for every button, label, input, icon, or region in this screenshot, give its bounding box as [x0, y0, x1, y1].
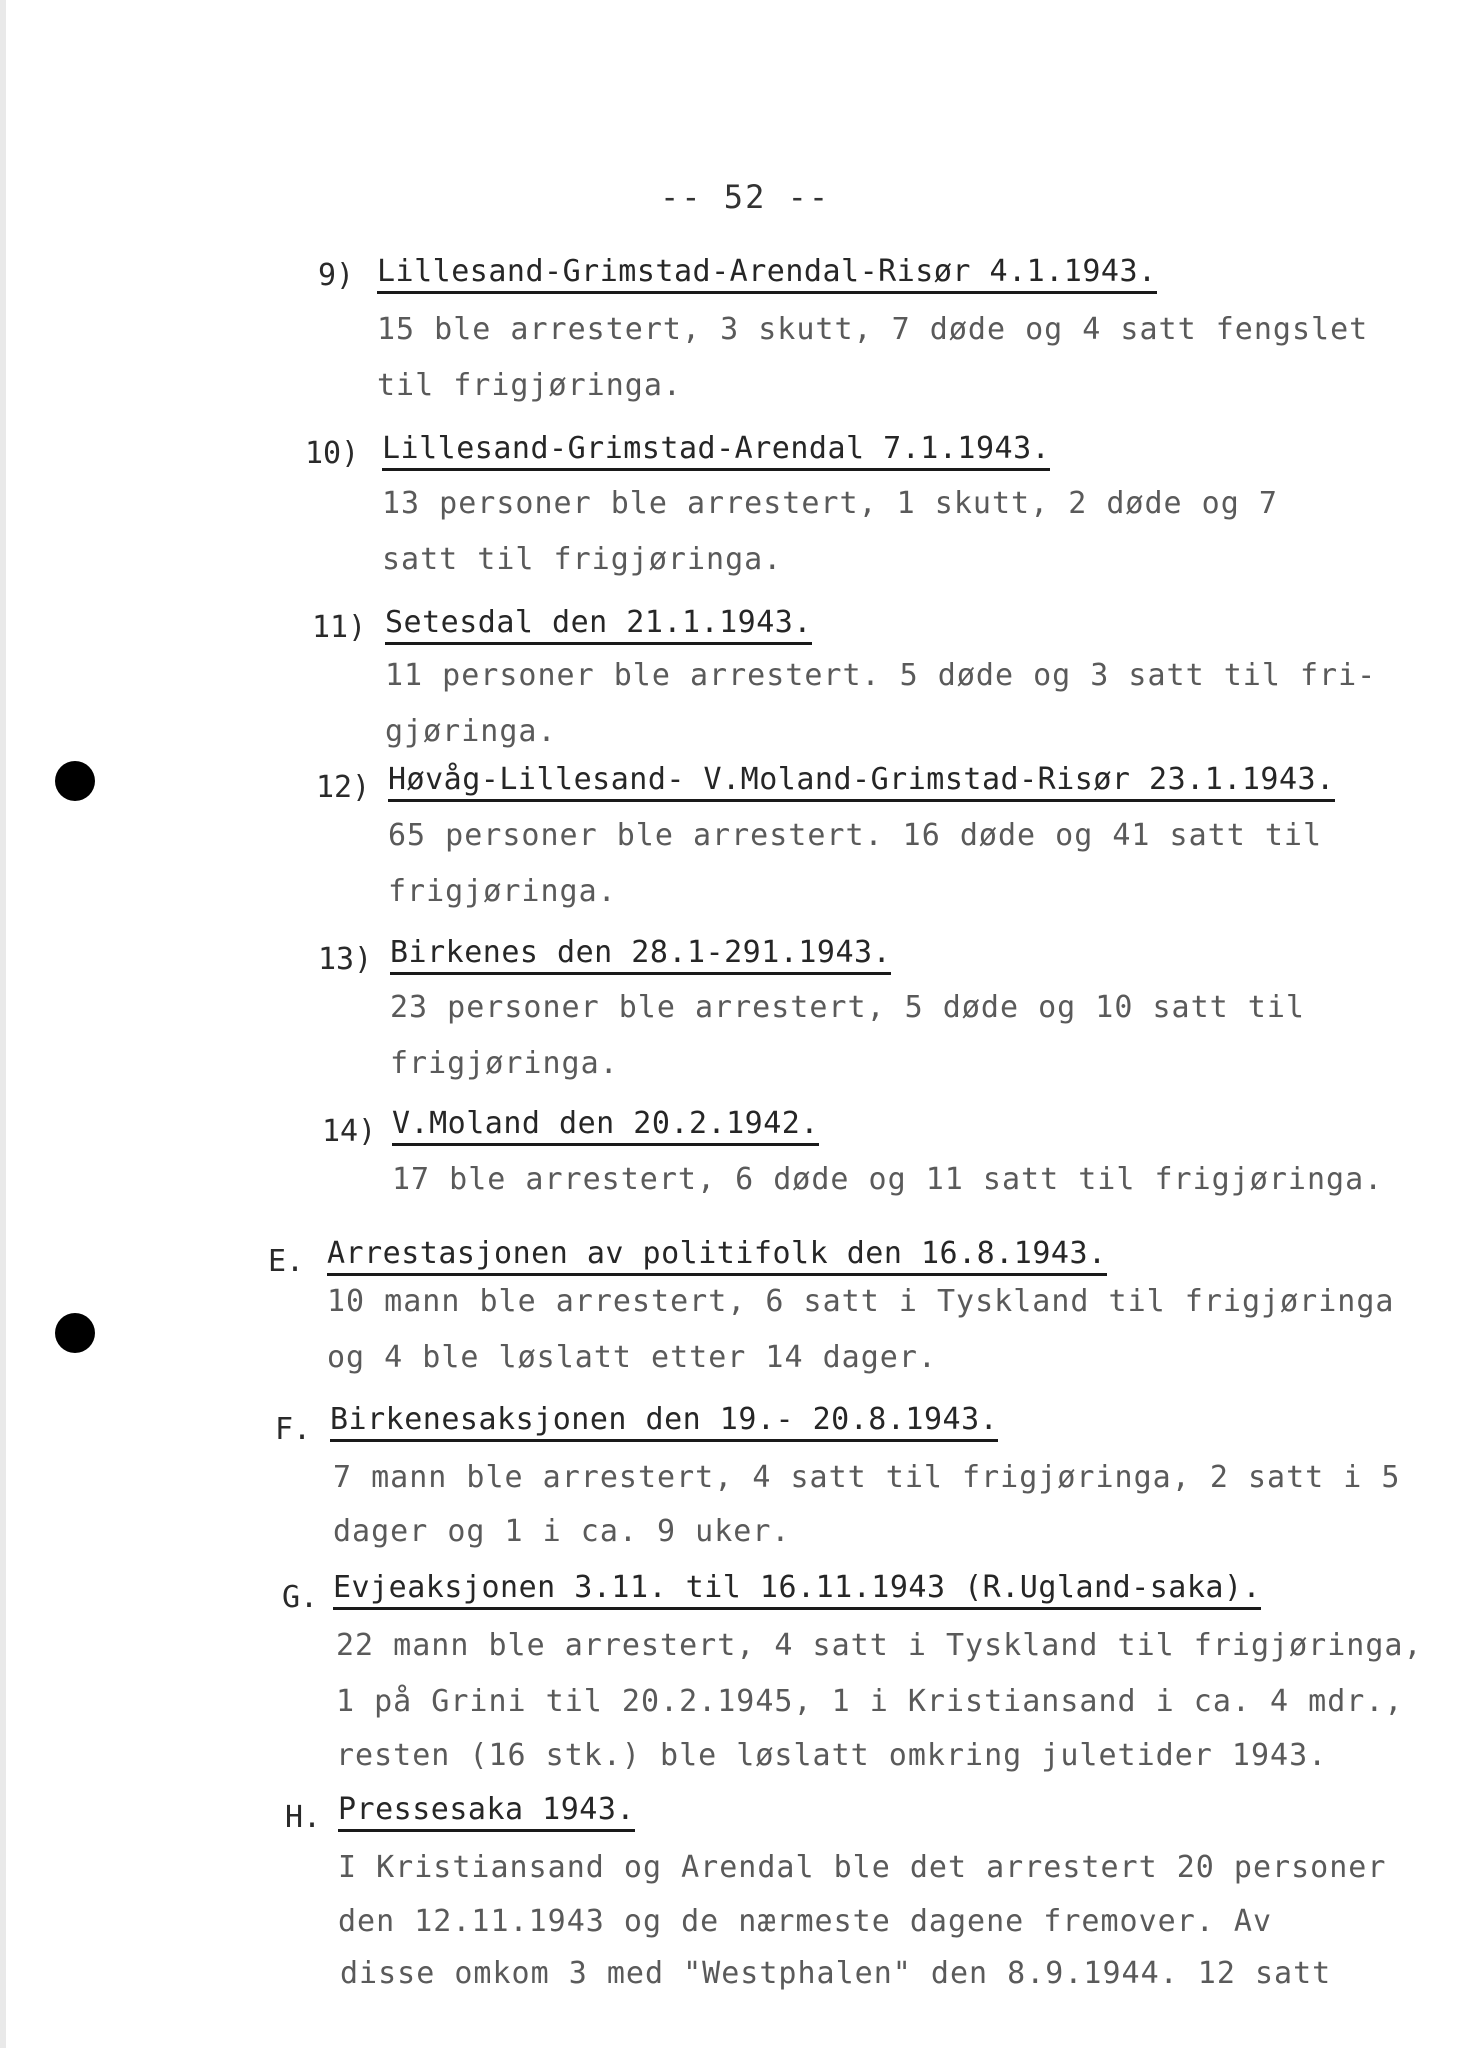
- entry-line: 15 ble arrestert, 3 skutt, 7 døde og 4 satt fengslet: [377, 312, 1369, 347]
- entry-line: satt til frigjøringa.: [382, 542, 783, 577]
- entry-marker: 11): [312, 610, 367, 645]
- entry-line: 13 personer ble arrestert, 1 skutt, 2 døde og 7: [382, 486, 1278, 521]
- page-number: -- 52 --: [660, 178, 831, 216]
- entry-marker: 9): [318, 258, 355, 293]
- entry-line: gjøringa.: [385, 714, 557, 749]
- punch-hole-top: [55, 761, 95, 801]
- entry-line: 23 personer ble arrestert, 5 døde og 10 satt til: [390, 990, 1305, 1025]
- entry-marker: 13): [318, 942, 373, 977]
- section-marker: E.: [268, 1244, 305, 1279]
- entry-line: frigjøringa.: [390, 1046, 619, 1081]
- section-heading: Arrestasjonen av politifolk den 16.8.1943.: [327, 1236, 1107, 1276]
- section-line: og 4 ble løslatt etter 14 dager.: [327, 1340, 937, 1375]
- section-marker: F.: [275, 1412, 312, 1447]
- entry-marker: 10): [305, 436, 360, 471]
- section-heading: Evjeaksjonen 3.11. til 16.11.1943 (R.Ugland-saka).: [333, 1570, 1261, 1610]
- section-line: 10 mann ble arrestert, 6 satt i Tyskland til frigjøringa: [327, 1284, 1395, 1319]
- section-heading: Birkenesaksjonen den 19.- 20.8.1943.: [330, 1402, 998, 1442]
- entry-heading: Lillesand-Grimstad-Arendal 7.1.1943.: [382, 431, 1050, 471]
- scan-edge: [0, 0, 6, 2048]
- section-line: disse omkom 3 med "Westphalen" den 8.9.1944. 12 satt: [340, 1956, 1332, 1991]
- entry-line: 11 personer ble arrestert. 5 døde og 3 satt til fri-: [385, 658, 1377, 693]
- entry-heading: V.Moland den 20.2.1942.: [392, 1106, 819, 1146]
- section-line: I Kristiansand og Arendal ble det arrestert 20 personer: [338, 1850, 1387, 1885]
- punch-hole-bottom: [55, 1313, 95, 1353]
- entry-line: 17 ble arrestert, 6 døde og 11 satt til frigjøringa.: [392, 1162, 1384, 1197]
- section-heading: Pressesaka 1943.: [338, 1792, 635, 1832]
- section-line: den 12.11.1943 og de nærmeste dagene fremover. Av: [338, 1904, 1273, 1939]
- entry-heading: Birkenes den 28.1-291.1943.: [390, 935, 891, 975]
- entry-line: 65 personer ble arrestert. 16 døde og 41 satt til: [388, 818, 1323, 853]
- section-line: dager og 1 i ca. 9 uker.: [333, 1514, 791, 1549]
- section-line: 1 på Grini til 20.2.1945, 1 i Kristiansand i ca. 4 mdr.,: [336, 1684, 1404, 1719]
- entry-line: frigjøringa.: [388, 874, 617, 909]
- entry-heading: Setesdal den 21.1.1943.: [385, 605, 812, 645]
- section-line: resten (16 stk.) ble løslatt omkring juletider 1943.: [336, 1738, 1328, 1773]
- entry-line: til frigjøringa.: [377, 368, 682, 403]
- section-marker: H.: [285, 1800, 322, 1835]
- section-line: 22 mann ble arrestert, 4 satt i Tyskland til frigjøringa,: [336, 1628, 1423, 1663]
- entry-marker: 12): [316, 770, 371, 805]
- section-line: 7 mann ble arrestert, 4 satt til frigjøringa, 2 satt i 5: [333, 1460, 1401, 1495]
- entry-heading: Lillesand-Grimstad-Arendal-Risør 4.1.1943.: [377, 254, 1157, 294]
- entry-marker: 14): [322, 1114, 377, 1149]
- section-marker: G.: [282, 1580, 319, 1615]
- entry-heading: Høvåg-Lillesand- V.Moland-Grimstad-Risør 23.1.1943.: [388, 762, 1335, 802]
